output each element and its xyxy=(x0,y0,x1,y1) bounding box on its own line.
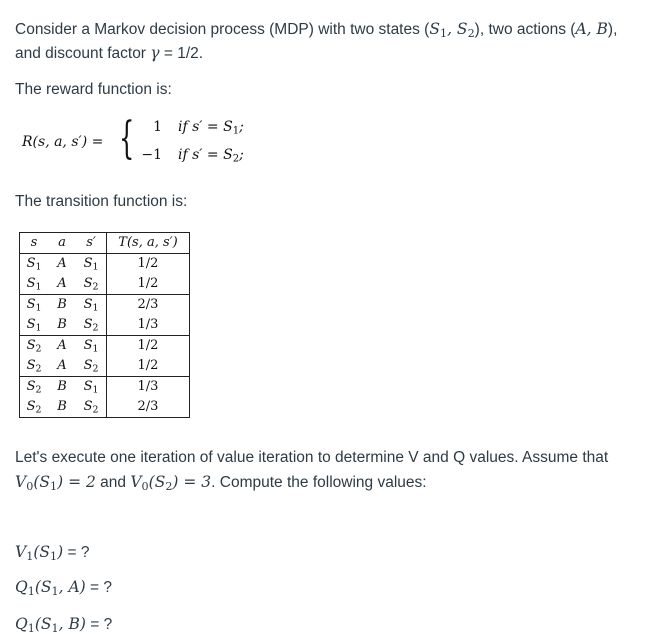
cell-s: $S_1$ xyxy=(26,317,42,334)
table-row xyxy=(20,274,190,295)
cell-t: 1/2 xyxy=(107,274,190,295)
cell-a: A xyxy=(48,336,76,357)
instructions-line-2 xyxy=(15,470,427,495)
cell-s-prime: $S_1$ xyxy=(76,295,107,316)
cell-t: 1/3 xyxy=(107,377,190,398)
v0-s2-expr: $V_0(S_2) = 3$ xyxy=(130,473,212,493)
reward-lhs: R(s, a, s′) = xyxy=(22,134,104,150)
table-row xyxy=(20,254,190,275)
cell-t: 2/3 xyxy=(107,397,190,418)
header-s-prime: s′ xyxy=(76,233,107,254)
cell-s: $S_1$ xyxy=(20,295,49,316)
cell-s: $S_1$ xyxy=(26,276,42,293)
table-row xyxy=(20,336,190,357)
cell-s: $S_2$ xyxy=(26,399,42,416)
cell-a: B xyxy=(57,399,67,414)
states-expr: $S_1$, $S_2$ xyxy=(429,20,475,40)
reward-case-1-value: 1 xyxy=(153,119,162,135)
reward-case-2-condition: if $s' = S_2$; xyxy=(178,147,244,165)
question-suffix: = ? xyxy=(85,579,113,596)
cell-s-prime: $S_2$ xyxy=(83,317,99,334)
table-row xyxy=(20,377,190,398)
cell-t: 1/2 xyxy=(107,356,190,377)
intro-line-2 xyxy=(15,41,203,66)
header-a: a xyxy=(48,233,76,254)
transition-heading: The transition function is: xyxy=(15,193,188,210)
table-row xyxy=(20,397,190,418)
intro-text-b: ), two actions ( xyxy=(474,21,576,38)
cell-s: $S_2$ xyxy=(20,336,49,357)
instructions-end-text: . Compute the following values: xyxy=(211,474,427,491)
cell-s-prime: $S_2$ xyxy=(83,276,99,293)
cell-a: A xyxy=(57,256,67,271)
discount-label: and discount factor xyxy=(15,45,151,62)
v0-s1-expr: $V_0(S_1) = 2$ xyxy=(15,473,96,493)
gamma-symbol: γ xyxy=(150,44,160,62)
cell-s-prime: $S_2$ xyxy=(83,358,99,375)
table-row xyxy=(20,295,190,316)
cell-s-prime: $S_1$ xyxy=(83,256,99,273)
reward-case-2-value: −1 xyxy=(141,147,162,163)
cell-s-prime: $S_1$ xyxy=(76,377,107,398)
actions-expr: A, B xyxy=(575,20,608,38)
cell-s-prime: $S_1$ xyxy=(76,336,107,357)
instructions-line-1: Let's execute one iteration of value iteration to determine V and Q values. Assume that xyxy=(15,449,609,466)
table-header-row xyxy=(20,233,190,254)
cell-t: 1/2 xyxy=(107,336,190,357)
cell-t: 1/2 xyxy=(107,254,190,275)
gamma-value: = 1/2. xyxy=(159,45,204,62)
reward-case-1-condition: if $s' = S_1$; xyxy=(178,119,244,137)
and-text: and xyxy=(95,474,131,491)
cell-a: B xyxy=(57,317,67,332)
cell-s: $S_2$ xyxy=(26,358,42,375)
header-s: s xyxy=(20,233,49,254)
cell-a: A xyxy=(57,358,67,373)
question-expr: $Q_1(S_1$, A) xyxy=(15,578,86,598)
question-v1-s1 xyxy=(15,543,89,562)
transition-table xyxy=(19,232,190,418)
cell-s: $S_2$ xyxy=(20,377,49,398)
intro-text-a: Consider a Markov decision process (MDP) with two states ( xyxy=(15,21,430,38)
cell-a: B xyxy=(48,295,76,316)
question-expr: $Q_1(S_1$, B) xyxy=(15,615,86,635)
intro-text-c: ), xyxy=(607,21,618,38)
reward-heading: The reward function is: xyxy=(15,81,172,98)
question-suffix: = ? xyxy=(85,616,113,633)
question-expr: $V_1(S_1)$ xyxy=(15,543,64,563)
intro-line-1 xyxy=(15,17,617,42)
question-q1-s1-b xyxy=(15,615,112,634)
cell-t: 2/3 xyxy=(107,295,190,316)
cell-a: A xyxy=(57,276,67,291)
question-q1-s1-a xyxy=(15,578,112,597)
left-brace: { xyxy=(119,113,135,164)
table-row xyxy=(20,315,190,336)
table-row xyxy=(20,356,190,377)
cell-s: $S_1$ xyxy=(26,256,42,273)
cell-t: 1/3 xyxy=(107,315,190,336)
cell-s-prime: $S_2$ xyxy=(83,399,99,416)
question-suffix: = ? xyxy=(63,544,90,561)
cell-a: B xyxy=(48,377,76,398)
header-t: T(s, a, s′) xyxy=(107,233,190,254)
reward-case-1 xyxy=(134,119,244,135)
reward-case-2 xyxy=(134,147,244,163)
